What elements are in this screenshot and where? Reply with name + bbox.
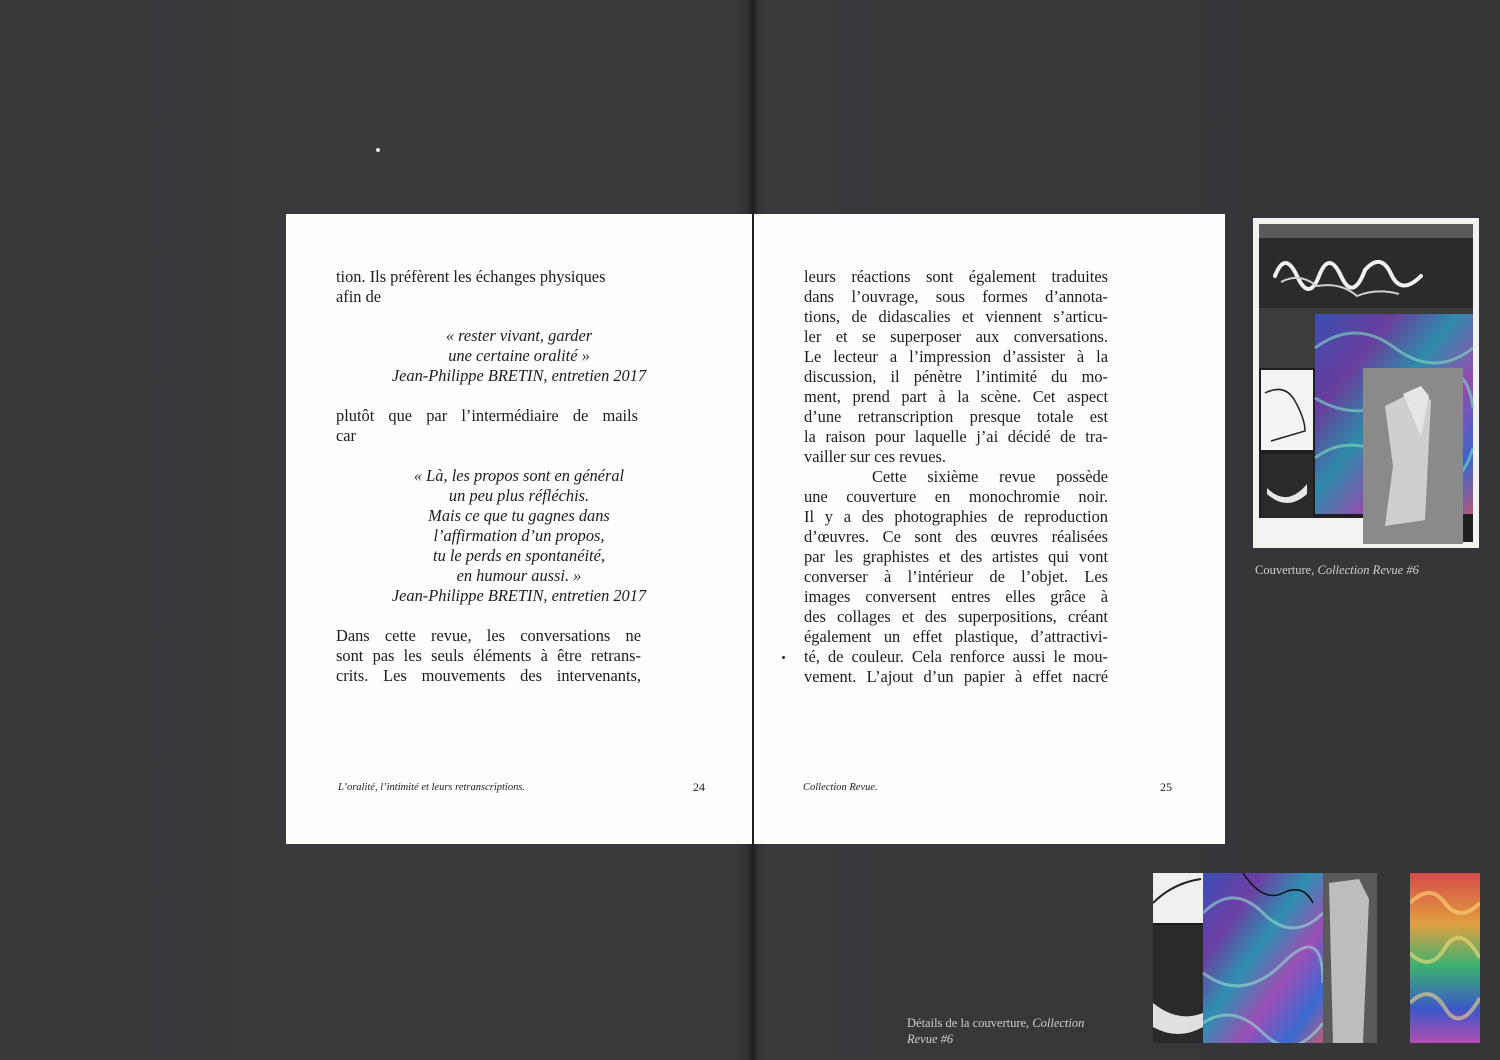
page-number: 25 <box>1160 780 1172 794</box>
running-footer-title: Collection Revue. <box>803 782 878 793</box>
text-line: ler et se superposer aux conversations. <box>804 327 1108 346</box>
quote-1 <box>286 326 752 386</box>
text-line: afin de <box>336 287 382 306</box>
text-line: car <box>336 426 357 445</box>
quote-line: une certaine oralité » <box>448 346 590 365</box>
page-24 <box>286 214 752 844</box>
text-line: par les graphistes et des artistes qui vont <box>804 547 1108 566</box>
page-25 <box>754 214 1225 844</box>
caption-title: Collection <box>1032 1016 1085 1030</box>
caption-text: Couverture, <box>1255 563 1318 577</box>
text-line: d’œuvres. Ce sont des œuvres réalisées <box>804 527 1108 546</box>
text-line: Dans cette revue, les conversations ne <box>336 626 641 645</box>
text-line: tions, de didascalies et viennent s’articu- <box>804 307 1108 326</box>
dust-speck <box>376 148 380 152</box>
paragraph-end <box>336 626 641 686</box>
iridescent-swatch <box>1410 873 1480 1043</box>
text-line: Il y a des photographies de reproduction <box>804 507 1108 526</box>
quote-line: Mais ce que tu gagnes dans <box>428 506 610 525</box>
running-footer-title: L’oralité, l’intimité et leurs retranscriptions. <box>338 782 526 793</box>
text-line: d’une retranscription presque totale est <box>804 407 1108 426</box>
text-line: leurs réactions sont également traduites <box>804 267 1108 286</box>
quote-line: l’affirmation d’un propos, <box>433 526 605 545</box>
text-line: images conversent entres elles grâce à <box>804 587 1108 606</box>
caption-text: Détails de la couverture, <box>907 1016 1033 1030</box>
text-line: plutôt que par l’intermédiaire de mails <box>336 406 638 425</box>
cover-image <box>1253 218 1479 548</box>
text-line: tion. Ils préfèrent les échanges physiques <box>336 267 606 286</box>
text-line: vement. L’ajout d’un papier à effet nacré <box>804 667 1108 686</box>
caption-title: Collection Revue #6 <box>1317 563 1419 577</box>
caption-title: Revue #6 <box>907 1032 954 1046</box>
text-line: des collages et des superpositions, créant <box>804 607 1108 626</box>
detail-image-1 <box>1153 873 1377 1043</box>
text-line: une couverture en monochromie noir. <box>804 487 1108 506</box>
text-line: vailler sur ces revues. <box>804 447 946 466</box>
text-line: la raison pour laquelle j’ai décidé de tra- <box>804 427 1108 446</box>
quote-line: « Là, les propos sont en général <box>413 466 625 485</box>
text-line: Cette sixième revue possède <box>872 467 1108 486</box>
text-line: ment, prend part à la scène. Cet aspect <box>804 387 1108 406</box>
text-line: discussion, il pénètre l’intimité du mo- <box>804 367 1108 386</box>
text-line: sont pas les seuls éléments à être retrans- <box>336 646 641 665</box>
paragraph-bottom <box>804 467 1108 687</box>
text-line: converser à l’intérieur de l’objet. Les <box>804 567 1108 586</box>
bullet-mark <box>782 656 785 659</box>
quote-attribution: Jean-Philippe BRETIN, entretien 2017 <box>391 586 647 605</box>
quote-line: un peu plus réfléchis. <box>448 486 590 505</box>
quote-line: tu le perds en spontanéité, <box>433 546 605 565</box>
quote-line: « rester vivant, garder <box>445 326 593 345</box>
text-line: Le lecteur a l’impression d’assister à la <box>804 347 1108 366</box>
paragraph-mid <box>336 406 638 446</box>
quote-attribution: Jean-Philippe BRETIN, entretien 2017 <box>391 366 647 385</box>
text-line: crits. Les mouvements des intervenants, <box>336 666 641 685</box>
paragraph-intro <box>336 267 692 307</box>
quote-2 <box>286 466 752 606</box>
page-number: 24 <box>693 780 705 794</box>
cover-caption <box>1255 562 1419 578</box>
quote-line: en humour aussi. » <box>456 566 582 585</box>
detail-collage <box>1153 873 1377 1043</box>
text-line: également un effet plastique, d’attractivi- <box>804 627 1108 646</box>
detail-image-2 <box>1410 873 1480 1043</box>
paragraph-top <box>804 267 1108 467</box>
text-line: dans l’ouvrage, sous formes d’annota- <box>804 287 1108 306</box>
details-caption <box>907 1015 1084 1047</box>
text-line: té, de couleur. Cela renforce aussi le mou- <box>804 647 1108 666</box>
cover-collage <box>1253 218 1479 548</box>
